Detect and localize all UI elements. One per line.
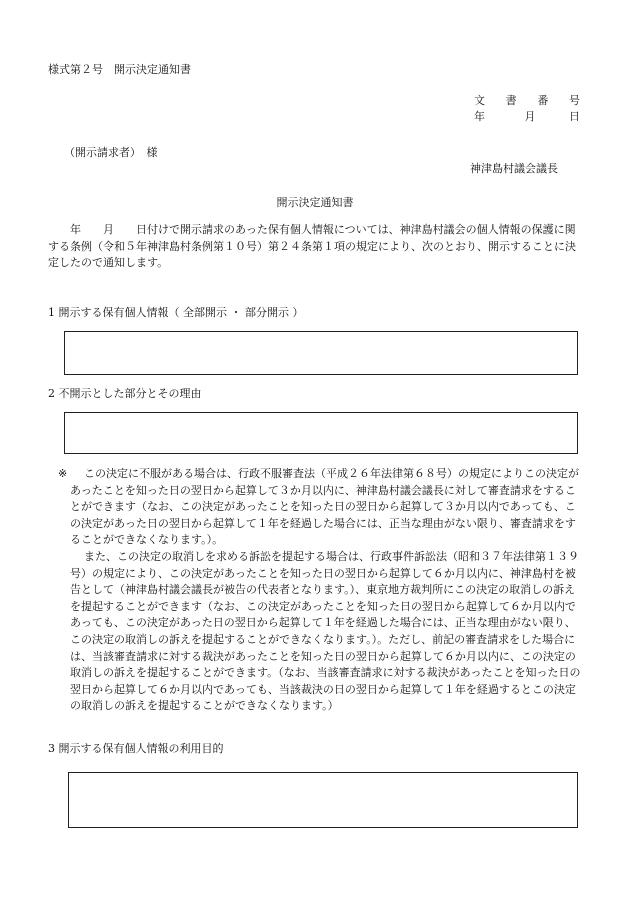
document-title: 開示決定通知書 bbox=[276, 196, 354, 209]
section-3-box bbox=[68, 772, 578, 828]
issuer-name: 神津島村議会議長 bbox=[470, 162, 558, 175]
form-label: 様式第２号 開示決定通知書 bbox=[48, 63, 191, 76]
document-number-label: 文 書 番 号 bbox=[474, 94, 580, 107]
document-number-block bbox=[474, 93, 580, 125]
section-3-heading: 3 開示する保有個人情報の利用目的 bbox=[48, 742, 224, 755]
note-mark: ※ bbox=[58, 467, 68, 480]
appeal-note bbox=[58, 466, 586, 715]
section-1-box bbox=[64, 331, 578, 375]
section-2-heading: 2 不開示とした部分とその理由 bbox=[48, 387, 202, 400]
date-label: 年 月 日 bbox=[474, 110, 580, 123]
requester-name: （開示請求者） 様 bbox=[64, 146, 158, 159]
note-paragraph-1: この決定に不服がある場合は、行政不服審査法（平成２６年法律第６８号）の規定によりこの決定があったことを知った日の翌日から起算して３か月以内に、神津島村議会議長に対して審査請求をすることができます（なお、この決定があったことを知った日の翌日から起算して３か月以内であっても、この決定があった日の翌日から起算して１年を経過した場合には、正当な理由がない限り、審査請求をすることができなくなります。）。 bbox=[70, 467, 579, 547]
intro-paragraph: 年 月 日付けで開示請求のあった保有個人情報については、神津島村議会の個人情報の保護に関する条例（令和５年神津島村条例第１０号）第２４条第１項の規定により、次のとおり、開示することに決定したので通知します。 bbox=[48, 223, 576, 269]
section-1-heading: 1 開示する保有個人情報（ 全部開示 ・ 部分開示 ） bbox=[48, 306, 304, 319]
section-2-box bbox=[64, 412, 578, 454]
note-paragraph-2: また、この決定の取消しを求める訴訟を提起する場合は、行政事件訴訟法（昭和３７年法律第１３９号）の規定により、この決定があったことを知った日の翌日から起算して６か月以内に、神津島村を被告として（神津島村議会議長が被告の代表者となります。）、東京地方裁判所にこの決定の取消しの訴えを提起することができます（なお、この決定があったことを知った日の翌日から起算して６か月以内であっても、この決定があった日の翌日から起算して１年を経過した場合には、正当な理由がない限り、この決定の取消しの訴えを提起することができなくなります。）。ただし、前記の審査請求をした場合には、当該審査請求に対する裁決があったことを知った日の翌日から起算して６か月以内に、この決定の取消しの訴えを提起することができます。（なお、当該審査請求に対する裁決があったことを知った日の翌日から起算して６か月以内であっても、当該裁決の日の翌日から起算して１年を経過するとこの決定の取消しの訴えを提起することができなくなります。） bbox=[70, 549, 581, 713]
